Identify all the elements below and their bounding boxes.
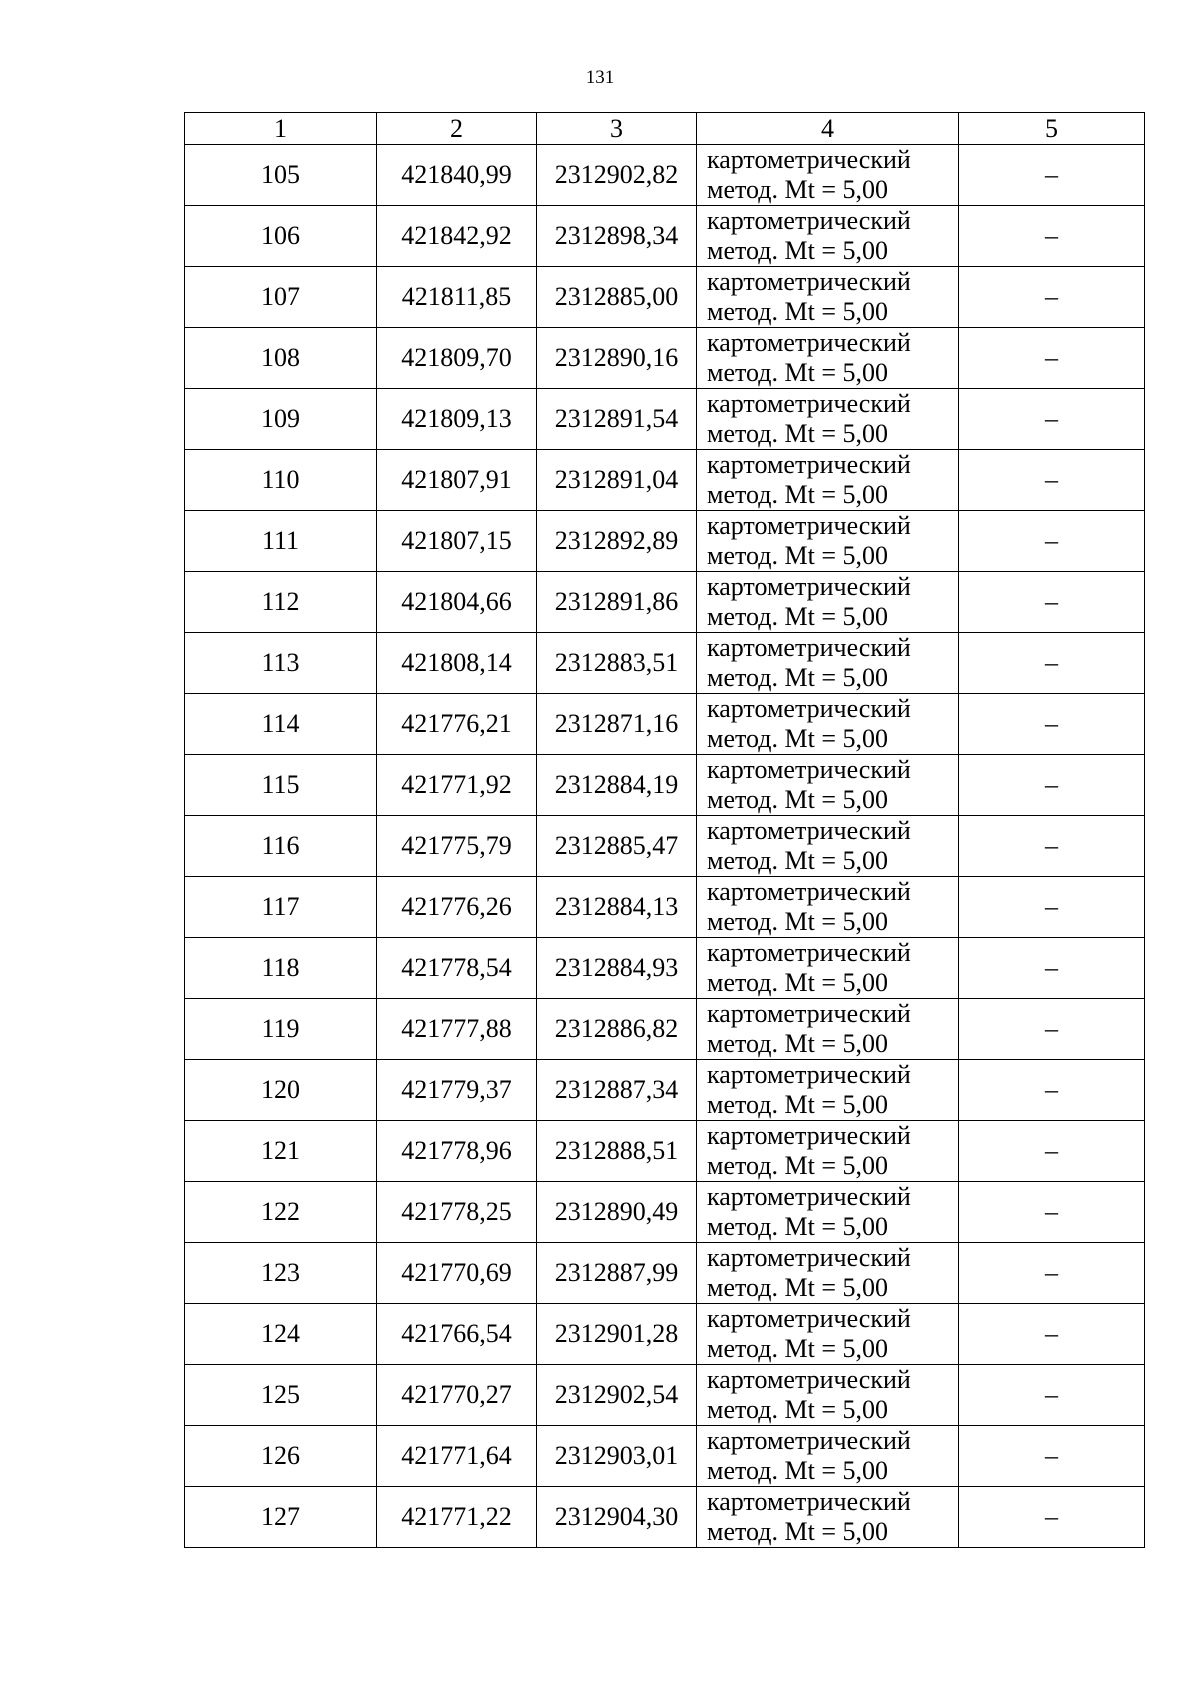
method-line-2: метод. Mt = 5,00 <box>707 1456 888 1485</box>
point-number-cell: 109 <box>185 389 377 450</box>
method-line-1: картометрический <box>707 1060 911 1089</box>
method-line-1: картометрический <box>707 572 911 601</box>
table-header-row <box>185 113 1145 145</box>
method-line-2: метод. Mt = 5,00 <box>707 602 888 631</box>
method-cell <box>697 1243 959 1304</box>
method-line-1: картометрический <box>707 1426 911 1455</box>
method-cell <box>697 694 959 755</box>
method-cell <box>697 1487 959 1548</box>
method-line-2: метод. Mt = 5,00 <box>707 419 888 448</box>
note-cell: – <box>959 389 1145 450</box>
method-cell <box>697 267 959 328</box>
method-line-2: метод. Mt = 5,00 <box>707 846 888 875</box>
method-line-2: метод. Mt = 5,00 <box>707 724 888 753</box>
method-line-2: метод. Mt = 5,00 <box>707 236 888 265</box>
y-coordinate-cell: 2312887,34 <box>537 1060 697 1121</box>
method-cell <box>697 572 959 633</box>
y-coordinate-cell: 2312902,54 <box>537 1365 697 1426</box>
method-line-2: метод. Mt = 5,00 <box>707 1090 888 1119</box>
y-coordinate-cell: 2312887,99 <box>537 1243 697 1304</box>
point-number-cell: 117 <box>185 877 377 938</box>
y-coordinate-cell: 2312884,13 <box>537 877 697 938</box>
note-cell: – <box>959 267 1145 328</box>
table-body <box>185 145 1145 1548</box>
table-row <box>185 1060 1145 1121</box>
y-coordinate-cell: 2312898,34 <box>537 206 697 267</box>
method-cell <box>697 1121 959 1182</box>
table-row <box>185 1121 1145 1182</box>
coordinates-table <box>184 112 1145 1548</box>
x-coordinate-cell: 421809,13 <box>377 389 537 450</box>
point-number-cell: 122 <box>185 1182 377 1243</box>
method-line-2: метод. Mt = 5,00 <box>707 480 888 509</box>
method-cell <box>697 389 959 450</box>
point-number-cell: 105 <box>185 145 377 206</box>
method-line-2: метод. Mt = 5,00 <box>707 358 888 387</box>
method-line-1: картометрический <box>707 694 911 723</box>
note-cell: – <box>959 450 1145 511</box>
y-coordinate-cell: 2312885,00 <box>537 267 697 328</box>
page-number: 131 <box>585 67 615 88</box>
x-coordinate-cell: 421778,54 <box>377 938 537 999</box>
method-line-1: картометрический <box>707 1243 911 1272</box>
note-cell: – <box>959 328 1145 389</box>
method-line-2: метод. Mt = 5,00 <box>707 785 888 814</box>
x-coordinate-cell: 421770,27 <box>377 1365 537 1426</box>
table-row <box>185 1304 1145 1365</box>
table-row <box>185 389 1145 450</box>
table-row <box>185 633 1145 694</box>
note-cell: – <box>959 1426 1145 1487</box>
method-line-2: метод. Mt = 5,00 <box>707 1029 888 1058</box>
method-line-1: картометрический <box>707 1121 911 1150</box>
note-cell: – <box>959 145 1145 206</box>
point-number-cell: 116 <box>185 816 377 877</box>
header-cell-4: 4 <box>697 113 959 145</box>
x-coordinate-cell: 421809,70 <box>377 328 537 389</box>
x-coordinate-cell: 421776,26 <box>377 877 537 938</box>
point-number-cell: 125 <box>185 1365 377 1426</box>
x-coordinate-cell: 421766,54 <box>377 1304 537 1365</box>
method-line-1: картометрический <box>707 1304 911 1333</box>
x-coordinate-cell: 421778,25 <box>377 1182 537 1243</box>
y-coordinate-cell: 2312901,28 <box>537 1304 697 1365</box>
method-line-1: картометрический <box>707 1182 911 1211</box>
method-line-2: метод. Mt = 5,00 <box>707 1395 888 1424</box>
method-line-1: картометрический <box>707 755 911 784</box>
y-coordinate-cell: 2312884,93 <box>537 938 697 999</box>
x-coordinate-cell: 421771,92 <box>377 755 537 816</box>
note-cell: – <box>959 572 1145 633</box>
point-number-cell: 113 <box>185 633 377 694</box>
x-coordinate-cell: 421776,21 <box>377 694 537 755</box>
table-row <box>185 1243 1145 1304</box>
point-number-cell: 123 <box>185 1243 377 1304</box>
note-cell: – <box>959 1121 1145 1182</box>
method-cell <box>697 633 959 694</box>
method-line-2: метод. Mt = 5,00 <box>707 663 888 692</box>
table-row <box>185 694 1145 755</box>
method-line-2: метод. Mt = 5,00 <box>707 541 888 570</box>
method-line-1: картометрический <box>707 267 911 296</box>
note-cell: – <box>959 633 1145 694</box>
method-line-2: метод. Mt = 5,00 <box>707 1273 888 1302</box>
x-coordinate-cell: 421770,69 <box>377 1243 537 1304</box>
y-coordinate-cell: 2312903,01 <box>537 1426 697 1487</box>
x-coordinate-cell: 421808,14 <box>377 633 537 694</box>
method-line-2: метод. Mt = 5,00 <box>707 907 888 936</box>
point-number-cell: 112 <box>185 572 377 633</box>
method-line-1: картометрический <box>707 511 911 540</box>
note-cell: – <box>959 755 1145 816</box>
y-coordinate-cell: 2312890,16 <box>537 328 697 389</box>
table-row <box>185 1365 1145 1426</box>
y-coordinate-cell: 2312884,19 <box>537 755 697 816</box>
method-line-1: картометрический <box>707 999 911 1028</box>
method-cell <box>697 938 959 999</box>
method-line-1: картометрический <box>707 938 911 967</box>
table-row <box>185 938 1145 999</box>
point-number-cell: 106 <box>185 206 377 267</box>
method-cell <box>697 1426 959 1487</box>
x-coordinate-cell: 421807,15 <box>377 511 537 572</box>
method-line-1: картометрический <box>707 633 911 662</box>
x-coordinate-cell: 421777,88 <box>377 999 537 1060</box>
method-line-1: картометрический <box>707 206 911 235</box>
y-coordinate-cell: 2312891,54 <box>537 389 697 450</box>
table-row <box>185 877 1145 938</box>
method-line-1: картометрический <box>707 328 911 357</box>
y-coordinate-cell: 2312885,47 <box>537 816 697 877</box>
y-coordinate-cell: 2312888,51 <box>537 1121 697 1182</box>
table-row <box>185 1487 1145 1548</box>
method-line-1: картометрический <box>707 450 911 479</box>
point-number-cell: 107 <box>185 267 377 328</box>
point-number-cell: 127 <box>185 1487 377 1548</box>
header-cell-3: 3 <box>537 113 697 145</box>
note-cell: – <box>959 1304 1145 1365</box>
header-cell-5: 5 <box>959 113 1145 145</box>
method-cell <box>697 999 959 1060</box>
x-coordinate-cell: 421842,92 <box>377 206 537 267</box>
point-number-cell: 110 <box>185 450 377 511</box>
method-cell <box>697 877 959 938</box>
method-cell <box>697 1182 959 1243</box>
x-coordinate-cell: 421771,22 <box>377 1487 537 1548</box>
y-coordinate-cell: 2312891,86 <box>537 572 697 633</box>
method-line-1: картометрический <box>707 389 911 418</box>
note-cell: – <box>959 206 1145 267</box>
note-cell: – <box>959 938 1145 999</box>
note-cell: – <box>959 1060 1145 1121</box>
table-row <box>185 755 1145 816</box>
method-line-2: метод. Mt = 5,00 <box>707 968 888 997</box>
x-coordinate-cell: 421804,66 <box>377 572 537 633</box>
note-cell: – <box>959 511 1145 572</box>
table-row <box>185 267 1145 328</box>
x-coordinate-cell: 421779,37 <box>377 1060 537 1121</box>
x-coordinate-cell: 421840,99 <box>377 145 537 206</box>
table-row <box>185 999 1145 1060</box>
method-cell <box>697 328 959 389</box>
x-coordinate-cell: 421811,85 <box>377 267 537 328</box>
x-coordinate-cell: 421771,64 <box>377 1426 537 1487</box>
note-cell: – <box>959 1487 1145 1548</box>
method-line-1: картометрический <box>707 816 911 845</box>
method-cell <box>697 1060 959 1121</box>
table-row <box>185 1182 1145 1243</box>
point-number-cell: 121 <box>185 1121 377 1182</box>
method-cell <box>697 145 959 206</box>
note-cell: – <box>959 1243 1145 1304</box>
table-row <box>185 816 1145 877</box>
method-cell <box>697 450 959 511</box>
method-line-2: метод. Mt = 5,00 <box>707 1334 888 1363</box>
y-coordinate-cell: 2312891,04 <box>537 450 697 511</box>
method-line-2: метод. Mt = 5,00 <box>707 1517 888 1546</box>
y-coordinate-cell: 2312904,30 <box>537 1487 697 1548</box>
y-coordinate-cell: 2312892,89 <box>537 511 697 572</box>
table-row <box>185 511 1145 572</box>
method-cell <box>697 1304 959 1365</box>
table-row <box>185 145 1145 206</box>
method-line-2: метод. Mt = 5,00 <box>707 1212 888 1241</box>
method-line-2: метод. Mt = 5,00 <box>707 175 888 204</box>
method-cell <box>697 816 959 877</box>
x-coordinate-cell: 421778,96 <box>377 1121 537 1182</box>
note-cell: – <box>959 1365 1145 1426</box>
point-number-cell: 115 <box>185 755 377 816</box>
point-number-cell: 120 <box>185 1060 377 1121</box>
method-line-1: картометрический <box>707 1487 911 1516</box>
method-line-2: метод. Mt = 5,00 <box>707 1151 888 1180</box>
note-cell: – <box>959 816 1145 877</box>
y-coordinate-cell: 2312890,49 <box>537 1182 697 1243</box>
note-cell: – <box>959 694 1145 755</box>
method-line-1: картометрический <box>707 1365 911 1394</box>
method-cell <box>697 755 959 816</box>
header-cell-2: 2 <box>377 113 537 145</box>
method-cell <box>697 511 959 572</box>
table-row <box>185 328 1145 389</box>
point-number-cell: 124 <box>185 1304 377 1365</box>
x-coordinate-cell: 421807,91 <box>377 450 537 511</box>
point-number-cell: 114 <box>185 694 377 755</box>
y-coordinate-cell: 2312883,51 <box>537 633 697 694</box>
header-cell-1: 1 <box>185 113 377 145</box>
method-line-2: метод. Mt = 5,00 <box>707 297 888 326</box>
y-coordinate-cell: 2312871,16 <box>537 694 697 755</box>
note-cell: – <box>959 999 1145 1060</box>
method-cell <box>697 206 959 267</box>
table-row <box>185 572 1145 633</box>
point-number-cell: 118 <box>185 938 377 999</box>
table-row <box>185 450 1145 511</box>
point-number-cell: 108 <box>185 328 377 389</box>
table-row <box>185 206 1145 267</box>
method-line-1: картометрический <box>707 877 911 906</box>
note-cell: – <box>959 877 1145 938</box>
y-coordinate-cell: 2312886,82 <box>537 999 697 1060</box>
method-cell <box>697 1365 959 1426</box>
x-coordinate-cell: 421775,79 <box>377 816 537 877</box>
point-number-cell: 111 <box>185 511 377 572</box>
table-row <box>185 1426 1145 1487</box>
point-number-cell: 126 <box>185 1426 377 1487</box>
point-number-cell: 119 <box>185 999 377 1060</box>
method-line-1: картометрический <box>707 145 911 174</box>
note-cell: – <box>959 1182 1145 1243</box>
y-coordinate-cell: 2312902,82 <box>537 145 697 206</box>
